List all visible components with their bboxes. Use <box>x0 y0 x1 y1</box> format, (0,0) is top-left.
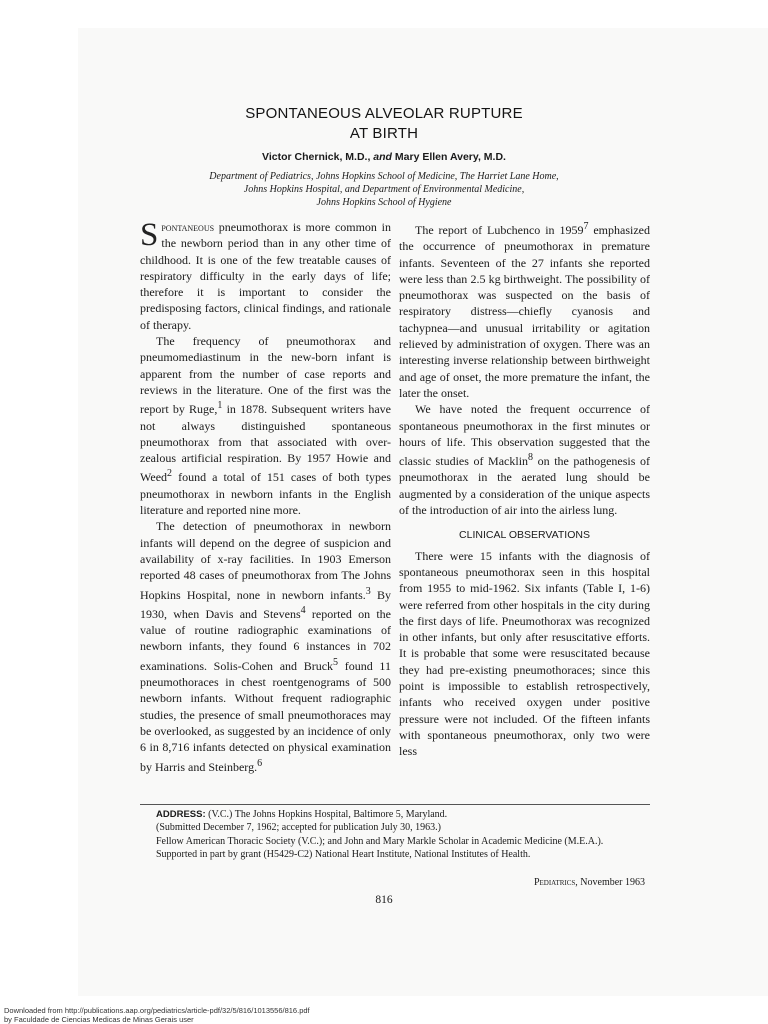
reference-marker: 1 <box>217 400 223 412</box>
left-column <box>140 219 391 775</box>
affiliation-line1: Department of Pediatrics, Johns Hopkins School of Medicine, The Harriet Lane Home, <box>209 171 559 182</box>
author-1: Victor Chernick, M.D., <box>262 151 371 163</box>
paragraph-macklin: We have noted the frequent occurrence of spontaneous pneumothorax in the first minutes or hours of life. This observation suggested that the classic studies of Macklin$^8$ on the pathogenesis of pneumothorax in the aerated lung should be augmented by a consideration of the unique aspects of the introduction of air into the airless lung. <box>399 402 650 518</box>
paragraph-frequency: The frequency of pneumothorax and pneumomediastinum in the new-born infant is apparent from the number of case reports and reviews in the literature. One of the first was the report by Ruge,$^1$ in 1878. Subsequent writers have not always distinguished spontaneous pneumothorax from that associated with over-zealous artificial respiration. By 1957 Howie and Weed$^2$ found a total of 151 cases of both types pneumothorax in newborn infants in the English literature and reported nine more. <box>140 334 392 518</box>
affiliation-line3: Johns Hopkins School of Hygiene <box>316 197 452 208</box>
paragraph-lubchenco: The report of Lubchenco in 1959$^7$ emphasized the occurrence of pneumothorax in premature infants. Seventeen of the 27 infants she reported were less than 2.5 kg birthweight. The possibility of pneumothorax was suspected on the basis of respiratory distress—chiefly cyanosis and tachypnea—and unusual irritability or agitation relieved by administration of oxygen. There was an interesting inverse relationship between birthweight and age of onset, the more premature the infant, the later the onset. <box>399 221 650 400</box>
lead-word: pontaneous <box>161 220 215 234</box>
article-title-line1: SPONTANEOUS ALVEOLAR RUPTURE <box>245 105 523 122</box>
download-notice <box>4 1006 604 1024</box>
author-conjunction: and <box>373 151 392 163</box>
author-line <box>0 151 768 163</box>
author-2: Mary Ellen Avery, M.D. <box>394 151 506 163</box>
footnote-submitted: (Submitted December 7, 1962; accepted for publication July 30, 1963.) <box>156 822 441 834</box>
reference-marker: 8 <box>528 452 534 464</box>
download-notice-line2: by Faculdade de Ciencias Medicas de Minas Gerais user <box>4 1015 194 1024</box>
right-column <box>399 219 650 760</box>
footnote-support: Supported in part by grant (H5429-C2) National Heart Institute, National Institutes of Health. <box>156 848 531 860</box>
reference-marker: 2 <box>167 468 173 480</box>
footnote-divider <box>140 804 650 805</box>
reference-marker: 6 <box>257 757 263 769</box>
reference-marker: 5 <box>333 656 339 668</box>
paragraph-clinical: There were 15 infants with the diagnosis of spontaneous pneumothorax seen in this hospital from 1955 to mid-1962. Six infants (Table I, 1-6) were referred from other hospitals in the city during the first days of life. Pneumothorax was recognized in other infants, but only after resuscitative efforts. It is probable that some were resuscitated because they had pre-existing pneumothoraces; since this point is impossible to establish retrospectively, infants who received oxygen under positive pressure were not included. Of the fifteen infants with spontaneous pneumothorax, only two were less <box>399 548 650 759</box>
section-heading: CLINICAL OBSERVATIONS <box>459 529 590 542</box>
reference-marker: 4 <box>300 604 306 616</box>
journal-name: Pediatrics, <box>533 877 578 888</box>
affiliation-line2: Johns Hopkins Hospital, and Department of Environmental Medicine, <box>243 184 525 195</box>
paragraph-detection: The detection of pneumothorax in newborn infants will depend on the degree of suspicion and availability of x-ray facilities. In 1903 Emerson reported 48 cases of pneumothorax from The Johns Hopkins Hospital, none in newborn infants.$^3$ By 1930, when Davis and Stevens$^4$ reported on the value of routine radiographic examinations of newborn infants, they found 6 instances in 702 examinations. Solis-Cohen and Bruck$^5$ found 11 pneumothoraces in chest roentgenograms of 500 newborn infants. Without frequent radiographic studies, the presence of small pneumothoraces may be overlooked, as suggested by an incidence of only 6 in 8,716 infants detected on physical examination by Harris and Steinberg.$^6$ <box>140 519 391 774</box>
paragraph-intro: Spontaneous pneumothorax is more common in the newborn period than in any other time of childhood. It is one of the few treatable causes of respiratory difficulty in the early days of life; therefore it is important to consider the predisposing factors, clinical findings, and rationale of therapy. <box>140 217 391 332</box>
page-number: 816 <box>375 894 393 906</box>
reference-marker: 3 <box>365 585 371 597</box>
drop-cap: S <box>140 217 159 253</box>
journal-date: November 1963 <box>577 877 645 888</box>
journal-citation <box>400 877 645 888</box>
reference-marker: 7 <box>583 221 589 232</box>
footnote-fellow: Fellow American Thoracic Society (V.C.); and John and Mary Markle Scholar in Academic Medicine (M.E.A.). <box>156 835 604 847</box>
download-notice-line1: Downloaded from http://publications.aap.org/pediatrics/article-pdf/32/5/816/1013556/816.pdf <box>4 1006 310 1015</box>
footnotes <box>140 808 650 861</box>
footnote-address: ADDRESS: (V.C.) The Johns Hopkins Hospital, Baltimore 5, Maryland. <box>156 809 448 820</box>
article-title-line2: AT BIRTH <box>349 125 419 142</box>
